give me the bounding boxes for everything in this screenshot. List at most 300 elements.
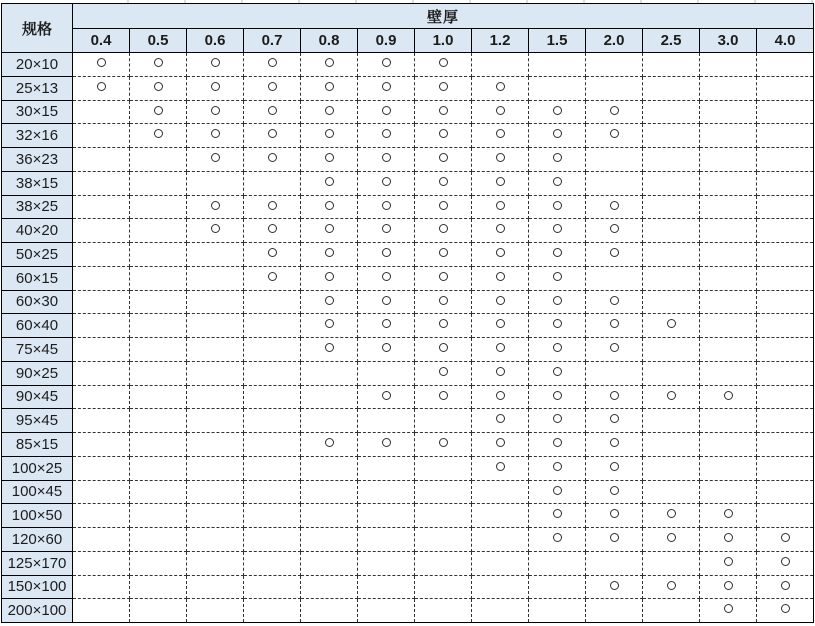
available-marker-icon: [382, 272, 391, 281]
availability-cell: [643, 551, 700, 575]
availability-cell: [415, 528, 472, 552]
availability-cell: [130, 338, 187, 362]
available-marker-icon: [325, 177, 334, 186]
availability-cell: [586, 243, 643, 267]
available-marker-icon: [268, 201, 277, 210]
available-marker-icon: [325, 201, 334, 210]
availability-cell: [700, 528, 757, 552]
availability-cell: [244, 266, 301, 290]
available-marker-icon: [496, 414, 505, 423]
spec-label: 85×15: [2, 433, 73, 457]
availability-cell: [358, 361, 415, 385]
availability-cell: [700, 551, 757, 575]
table-row: [2, 76, 814, 100]
thickness-header-0.5: 0.5: [130, 29, 187, 53]
availability-cell: [757, 456, 814, 480]
availability-cell: [187, 456, 244, 480]
availability-cell: [757, 219, 814, 243]
available-marker-icon: [439, 224, 448, 233]
availability-cell: [301, 124, 358, 148]
table-row: [2, 480, 814, 504]
availability-cell: [700, 599, 757, 623]
available-marker-icon: [439, 82, 448, 91]
availability-cell: [700, 480, 757, 504]
availability-cell: [130, 575, 187, 599]
availability-cell: [529, 148, 586, 172]
available-marker-icon: [154, 58, 163, 67]
availability-cell: [358, 243, 415, 267]
availability-cell: [643, 266, 700, 290]
available-marker-icon: [724, 509, 733, 518]
availability-cell: [529, 266, 586, 290]
availability-cell: [586, 266, 643, 290]
spec-label: 100×25: [2, 456, 73, 480]
available-marker-icon: [496, 296, 505, 305]
availability-cell: [187, 575, 244, 599]
availability-cell: [643, 504, 700, 528]
availability-cell: [472, 599, 529, 623]
availability-cell: [586, 290, 643, 314]
available-marker-icon: [439, 319, 448, 328]
available-marker-icon: [553, 129, 562, 138]
availability-cell: [415, 504, 472, 528]
availability-cell: [643, 195, 700, 219]
thickness-header-2.0: 2.0: [586, 29, 643, 53]
available-marker-icon: [553, 224, 562, 233]
availability-cell: [358, 528, 415, 552]
availability-cell: [130, 456, 187, 480]
available-marker-icon: [553, 438, 562, 447]
spec-label: 50×25: [2, 243, 73, 267]
available-marker-icon: [610, 533, 619, 542]
available-marker-icon: [325, 82, 334, 91]
availability-cell: [643, 528, 700, 552]
available-marker-icon: [553, 201, 562, 210]
availability-cell: [244, 385, 301, 409]
availability-cell: [586, 53, 643, 77]
table-row: [2, 528, 814, 552]
availability-cell: [358, 124, 415, 148]
availability-cell: [700, 290, 757, 314]
availability-cell: [700, 456, 757, 480]
availability-cell: [73, 480, 130, 504]
availability-cell: [415, 219, 472, 243]
availability-cell: [244, 599, 301, 623]
available-marker-icon: [211, 153, 220, 162]
availability-cell: [757, 266, 814, 290]
availability-cell: [73, 148, 130, 172]
availability-cell: [529, 599, 586, 623]
available-marker-icon: [268, 224, 277, 233]
available-marker-icon: [325, 296, 334, 305]
availability-cell: [472, 338, 529, 362]
table-row: [2, 100, 814, 124]
available-marker-icon: [325, 438, 334, 447]
availability-cell: [586, 409, 643, 433]
availability-cell: [130, 433, 187, 457]
availability-cell: [301, 243, 358, 267]
availability-cell: [643, 243, 700, 267]
availability-cell: [358, 504, 415, 528]
available-marker-icon: [553, 319, 562, 328]
availability-cell: [244, 100, 301, 124]
availability-cell: [130, 409, 187, 433]
table-row: [2, 266, 814, 290]
table-row: [2, 338, 814, 362]
available-marker-icon: [439, 343, 448, 352]
availability-cell: [586, 528, 643, 552]
available-marker-icon: [781, 604, 790, 613]
availability-cell: [757, 338, 814, 362]
availability-cell: [586, 361, 643, 385]
available-marker-icon: [553, 391, 562, 400]
availability-cell: [244, 480, 301, 504]
table-row: [2, 456, 814, 480]
availability-cell: [187, 76, 244, 100]
availability-cell: [700, 433, 757, 457]
availability-cell: [187, 266, 244, 290]
availability-cell: [187, 124, 244, 148]
availability-cell: [586, 504, 643, 528]
availability-cell: [529, 575, 586, 599]
availability-cell: [700, 148, 757, 172]
availability-cell: [643, 148, 700, 172]
available-marker-icon: [610, 462, 619, 471]
availability-cell: [130, 266, 187, 290]
table-header: [2, 4, 814, 53]
availability-cell: [301, 76, 358, 100]
availability-cell: [415, 243, 472, 267]
availability-cell: [586, 338, 643, 362]
available-marker-icon: [439, 272, 448, 281]
available-marker-icon: [154, 82, 163, 91]
availability-cell: [700, 171, 757, 195]
availability-cell: [415, 148, 472, 172]
available-marker-icon: [496, 319, 505, 328]
table-row: [2, 148, 814, 172]
table-row: [2, 385, 814, 409]
availability-cell: [529, 551, 586, 575]
available-marker-icon: [382, 343, 391, 352]
availability-cell: [700, 53, 757, 77]
table-row: [2, 53, 814, 77]
spec-label: 75×45: [2, 338, 73, 362]
availability-cell: [472, 314, 529, 338]
available-marker-icon: [325, 153, 334, 162]
available-marker-icon: [553, 296, 562, 305]
availability-cell: [73, 433, 130, 457]
available-marker-icon: [211, 201, 220, 210]
available-marker-icon: [439, 296, 448, 305]
availability-cell: [130, 314, 187, 338]
availability-cell: [244, 528, 301, 552]
availability-cell: [415, 195, 472, 219]
available-marker-icon: [553, 509, 562, 518]
available-marker-icon: [268, 106, 277, 115]
availability-cell: [73, 456, 130, 480]
availability-cell: [586, 599, 643, 623]
available-marker-icon: [667, 391, 676, 400]
availability-cell: [415, 338, 472, 362]
availability-cell: [757, 433, 814, 457]
availability-cell: [472, 100, 529, 124]
availability-cell: [358, 195, 415, 219]
availability-cell: [700, 314, 757, 338]
availability-cell: [130, 76, 187, 100]
availability-cell: [757, 195, 814, 219]
availability-cell: [472, 171, 529, 195]
table-row: [2, 409, 814, 433]
availability-cell: [244, 148, 301, 172]
availability-cell: [700, 195, 757, 219]
available-marker-icon: [496, 248, 505, 257]
availability-cell: [244, 290, 301, 314]
table-row: [2, 219, 814, 243]
availability-cell: [415, 385, 472, 409]
availability-cell: [586, 575, 643, 599]
available-marker-icon: [610, 129, 619, 138]
availability-cell: [130, 195, 187, 219]
available-marker-icon: [781, 581, 790, 590]
available-marker-icon: [496, 343, 505, 352]
availability-cell: [244, 171, 301, 195]
available-marker-icon: [610, 391, 619, 400]
available-marker-icon: [610, 106, 619, 115]
availability-cell: [700, 504, 757, 528]
availability-cell: [529, 219, 586, 243]
availability-cell: [130, 100, 187, 124]
available-marker-icon: [325, 58, 334, 67]
availability-cell: [244, 53, 301, 77]
available-marker-icon: [325, 106, 334, 115]
availability-cell: [73, 124, 130, 148]
available-marker-icon: [382, 224, 391, 233]
spec-label: 60×40: [2, 314, 73, 338]
availability-cell: [358, 480, 415, 504]
availability-cell: [757, 361, 814, 385]
available-marker-icon: [610, 248, 619, 257]
available-marker-icon: [439, 367, 448, 376]
thickness-header-0.9: 0.9: [358, 29, 415, 53]
availability-cell: [643, 456, 700, 480]
availability-cell: [700, 361, 757, 385]
table-row: [2, 243, 814, 267]
available-marker-icon: [781, 533, 790, 542]
availability-cell: [586, 195, 643, 219]
available-marker-icon: [268, 272, 277, 281]
availability-cell: [472, 456, 529, 480]
availability-cell: [301, 409, 358, 433]
available-marker-icon: [610, 201, 619, 210]
availability-cell: [529, 290, 586, 314]
availability-cell: [757, 480, 814, 504]
available-marker-icon: [325, 343, 334, 352]
table-row: [2, 314, 814, 338]
availability-cell: [643, 409, 700, 433]
thickness-header-2.5: 2.5: [643, 29, 700, 53]
availability-cell: [757, 124, 814, 148]
thickness-values-row: [2, 29, 814, 53]
availability-cell: [529, 361, 586, 385]
availability-cell: [301, 528, 358, 552]
available-marker-icon: [724, 533, 733, 542]
available-marker-icon: [553, 106, 562, 115]
availability-cell: [700, 100, 757, 124]
availability-cell: [301, 314, 358, 338]
table-row: [2, 433, 814, 457]
availability-cell: [301, 266, 358, 290]
available-marker-icon: [268, 153, 277, 162]
availability-cell: [187, 504, 244, 528]
availability-cell: [187, 433, 244, 457]
available-marker-icon: [667, 509, 676, 518]
availability-cell: [586, 433, 643, 457]
available-marker-icon: [154, 129, 163, 138]
spec-label: 95×45: [2, 409, 73, 433]
availability-cell: [586, 314, 643, 338]
available-marker-icon: [211, 224, 220, 233]
availability-cell: [358, 266, 415, 290]
availability-cell: [472, 528, 529, 552]
table-body: [2, 53, 814, 623]
table-row: [2, 504, 814, 528]
available-marker-icon: [610, 438, 619, 447]
availability-cell: [301, 456, 358, 480]
available-marker-icon: [382, 106, 391, 115]
availability-cell: [358, 385, 415, 409]
available-marker-icon: [154, 106, 163, 115]
availability-cell: [73, 338, 130, 362]
availability-cell: [757, 76, 814, 100]
spec-label: 120×60: [2, 528, 73, 552]
availability-cell: [643, 480, 700, 504]
availability-cell: [130, 551, 187, 575]
availability-cell: [73, 385, 130, 409]
available-marker-icon: [496, 129, 505, 138]
availability-cell: [586, 100, 643, 124]
availability-cell: [187, 551, 244, 575]
availability-cell: [586, 551, 643, 575]
table-row: [2, 195, 814, 219]
spec-label: 30×15: [2, 100, 73, 124]
availability-cell: [130, 480, 187, 504]
availability-cell: [73, 219, 130, 243]
thickness-header-4.0: 4.0: [757, 29, 814, 53]
available-marker-icon: [439, 153, 448, 162]
availability-cell: [244, 361, 301, 385]
available-marker-icon: [724, 391, 733, 400]
thickness-header-1.0: 1.0: [415, 29, 472, 53]
availability-cell: [529, 528, 586, 552]
availability-cell: [244, 551, 301, 575]
available-marker-icon: [439, 201, 448, 210]
availability-cell: [358, 76, 415, 100]
availability-cell: [415, 171, 472, 195]
availability-cell: [358, 456, 415, 480]
availability-cell: [700, 76, 757, 100]
availability-cell: [586, 385, 643, 409]
availability-cell: [301, 433, 358, 457]
availability-cell: [187, 195, 244, 219]
availability-cell: [130, 385, 187, 409]
available-marker-icon: [382, 177, 391, 186]
spec-label: 38×25: [2, 195, 73, 219]
available-marker-icon: [610, 414, 619, 423]
available-marker-icon: [211, 106, 220, 115]
availability-cell: [130, 243, 187, 267]
available-marker-icon: [496, 367, 505, 376]
available-marker-icon: [496, 224, 505, 233]
availability-cell: [529, 409, 586, 433]
available-marker-icon: [439, 58, 448, 67]
availability-cell: [187, 171, 244, 195]
availability-cell: [244, 76, 301, 100]
availability-cell: [187, 219, 244, 243]
availability-cell: [472, 53, 529, 77]
availability-cell: [244, 456, 301, 480]
availability-cell: [700, 243, 757, 267]
availability-cell: [415, 53, 472, 77]
availability-cell: [73, 290, 130, 314]
available-marker-icon: [268, 248, 277, 257]
availability-cell: [415, 124, 472, 148]
available-marker-icon: [439, 248, 448, 257]
available-marker-icon: [553, 367, 562, 376]
availability-cell: [301, 551, 358, 575]
spec-label: 150×100: [2, 575, 73, 599]
availability-cell: [643, 219, 700, 243]
availability-cell: [130, 219, 187, 243]
availability-cell: [73, 409, 130, 433]
spec-label: 60×15: [2, 266, 73, 290]
availability-cell: [643, 171, 700, 195]
availability-cell: [757, 504, 814, 528]
available-marker-icon: [553, 272, 562, 281]
availability-cell: [73, 243, 130, 267]
availability-cell: [301, 219, 358, 243]
availability-cell: [358, 148, 415, 172]
availability-cell: [130, 290, 187, 314]
availability-cell: [757, 171, 814, 195]
availability-cell: [358, 219, 415, 243]
available-marker-icon: [553, 462, 562, 471]
availability-cell: [73, 599, 130, 623]
availability-cell: [358, 575, 415, 599]
availability-cell: [130, 148, 187, 172]
table-row: [2, 290, 814, 314]
availability-cell: [472, 433, 529, 457]
availability-cell: [301, 100, 358, 124]
available-marker-icon: [382, 82, 391, 91]
availability-cell: [415, 290, 472, 314]
availability-cell: [529, 433, 586, 457]
availability-cell: [700, 266, 757, 290]
availability-cell: [757, 53, 814, 77]
available-marker-icon: [667, 319, 676, 328]
spec-label: 38×15: [2, 171, 73, 195]
availability-cell: [358, 290, 415, 314]
availability-cell: [700, 385, 757, 409]
availability-cell: [301, 361, 358, 385]
spec-thickness-table: [1, 3, 814, 623]
availability-cell: [472, 385, 529, 409]
availability-cell: [358, 551, 415, 575]
available-marker-icon: [667, 533, 676, 542]
availability-cell: [529, 456, 586, 480]
availability-cell: [643, 76, 700, 100]
availability-cell: [358, 53, 415, 77]
availability-cell: [415, 433, 472, 457]
